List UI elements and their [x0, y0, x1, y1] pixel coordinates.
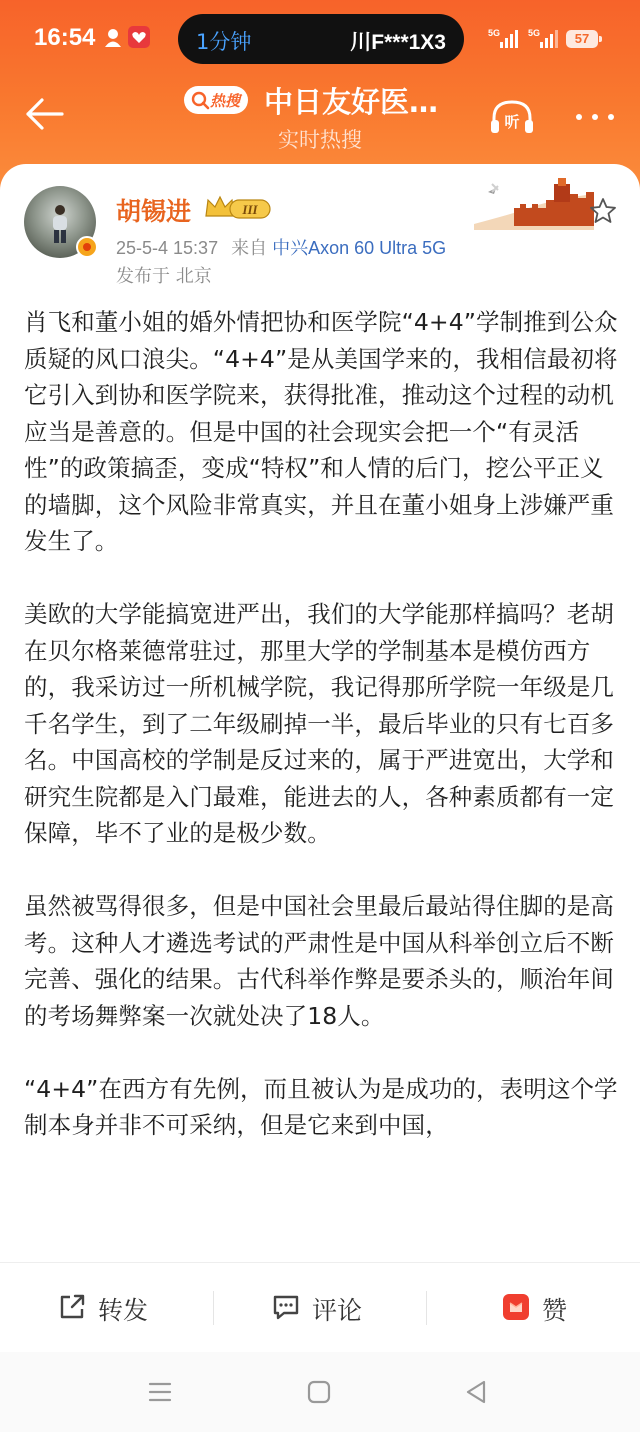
more-options-icon[interactable]: [574, 102, 618, 132]
like-icon: [502, 1293, 530, 1321]
post-action-bar: [0, 1262, 640, 1352]
comment-label: 评论: [312, 1296, 363, 1325]
title-area: [184, 80, 484, 120]
post-card: [0, 164, 640, 1264]
page-subtitle: 实时热搜: [278, 128, 362, 152]
post-paragraph: “4+4”在西方有先例，而且被认为是成功的，表明这个学制本身并非不可采纳，但是它来到中国，: [24, 1074, 618, 1139]
status-time: 16:54: [34, 24, 96, 51]
status-bar: [0, 0, 640, 76]
action-divider: [426, 1291, 427, 1325]
hot-search-badge-label: 热搜: [210, 92, 241, 110]
pill-timer-label: 1分钟: [196, 30, 252, 54]
like-label: 赞: [542, 1296, 568, 1325]
system-navigation-bar: [0, 1352, 640, 1432]
header: [0, 0, 640, 190]
dynamic-island-pill[interactable]: [178, 14, 464, 64]
home-icon[interactable]: [305, 1378, 333, 1406]
repost-label: 转发: [98, 1296, 149, 1325]
svg-text:听: 听: [504, 113, 520, 131]
verified-badge-icon: [76, 236, 98, 258]
favorite-star-icon[interactable]: [588, 196, 618, 226]
post-body: [24, 304, 624, 1180]
post-location: 发布于 北京: [116, 266, 212, 287]
avatar-person-icon: [48, 204, 72, 244]
great-wall-decoration-icon: [474, 174, 594, 230]
pill-plate-label: 川F***1X3: [350, 31, 446, 54]
signal-icon: [488, 28, 518, 48]
member-level: III: [242, 202, 258, 217]
signal-label-2: 5G: [528, 28, 541, 38]
hot-search-badge: [184, 86, 248, 114]
post-paragraph: 美欧的大学能搞宽进严出，我们的大学能那样搞吗？老胡在贝尔格莱德常驻过，那里大学的学制基本是模仿西方的，我采访过一所机械学院，我记得那所学院一年级是几千名学生，到了二年级刷掉一半，最后毕业的只有七百多名。中国高校的学制是反过来的，属于严进宽出，大学和研究生院都是入门最难，能进去的人，各种素质都有一定保障，毕不了业的是极少数。: [24, 600, 614, 847]
battery-icon: 57: [566, 30, 598, 48]
page-title: 中日友好医…: [264, 85, 439, 119]
post-meta: [116, 234, 446, 260]
recent-apps-icon[interactable]: [146, 1378, 174, 1406]
comment-icon: [272, 1293, 300, 1321]
post-date: 25-5-4 15:37: [116, 238, 219, 258]
listen-headphones-icon[interactable]: [488, 96, 536, 136]
post-paragraph: 肖飞和董小姐的婚外情把协和医学院“4+4”学制推到公众质疑的风口浪尖。“4+4”是从美国学来的，我相信最初将它引入到协和医学院来，获得批准，推动这个过程的动机应当是善意的。但是中国的社会现实会把一个“有灵活性”的政策搞歪，变成“特权”和人情的后门，挖公平正义的墙脚，这个风险非常真实，并且在董小姐身上涉嫌严重发生了。: [24, 308, 618, 555]
member-crown-badge-icon[interactable]: [204, 194, 274, 222]
notification-icon: [104, 28, 122, 48]
post-paragraph: 虽然被骂得很多，但是中国社会里最后最站得住脚的是高考。这种人才遴选考试的严肃性是中国从科举创立后不断完善、强化的结果。古代科举作弊是要杀头的，顺治年间的考场舞弊案一次就处决了18人。: [24, 892, 614, 1030]
from-label: 来自: [231, 238, 268, 258]
hot-search-icon: [190, 90, 210, 110]
repost-icon: [58, 1293, 86, 1321]
author-name[interactable]: 胡锡进: [116, 197, 192, 226]
back-triangle-icon[interactable]: [462, 1378, 490, 1406]
signal-icon-2: [528, 28, 558, 48]
app-notification-icon: [128, 26, 150, 48]
post-device-link[interactable]: 中兴Axon 60 Ultra 5G: [272, 238, 447, 258]
action-divider: [213, 1291, 214, 1325]
signal-label: 5G: [488, 28, 501, 38]
